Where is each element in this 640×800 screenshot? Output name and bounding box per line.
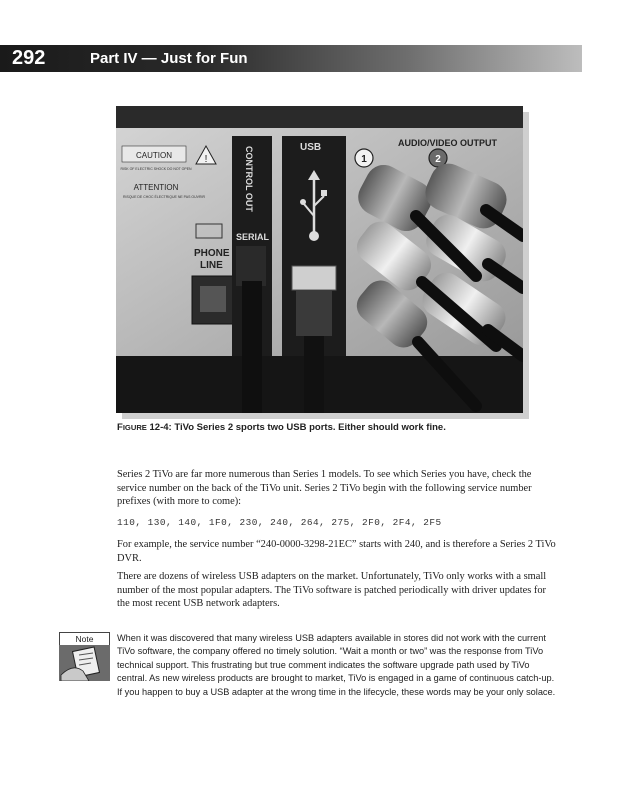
note-hand-icon xyxy=(59,645,110,681)
usb-text: USB xyxy=(300,142,322,153)
av-output-text: AUDIO/VIDEO OUTPUT xyxy=(398,138,498,148)
attention-text: ATTENTION xyxy=(133,183,179,192)
note-text: When it was discovered that many wireless USB adapters available in stores did not work with the current TiVo software, the company offered no timely solution. “Wait a month or two” was the response from TiVo technical support. This frustrating but true comment indicates the software upgrade path used by TiVo central. As new wireless products are brought to market, TiVo is engaged in a game of continuous catch-up. If you happen to buy a USB adapter at the wrong time in the lifecycle, these words may be your only solace. xyxy=(117,633,556,697)
tivo-back-panel-photo xyxy=(116,106,523,413)
note-label: Note xyxy=(59,632,110,646)
phone-line-text-1: PHONE xyxy=(194,248,230,259)
service-number-prefixes: 110, 130, 140, 1F0, 230, 240, 264, 275, 2F0, 2F4, 2F5 xyxy=(117,517,442,528)
attention-small-text: RISQUE DE CHOC ÉLECTRIQUE NE PAS OUVRIR xyxy=(122,195,206,199)
paragraph-example: For example, the service number “240-0000-3298-21EC” starts with 240, and is therefore a Series 2 TiVo DVR. xyxy=(117,539,556,564)
panel-top-edge xyxy=(116,106,523,128)
control-out-text: CONTROL OUT xyxy=(244,146,254,212)
paragraph-series-comparison: Series 2 TiVo are far more numerous than Series 1 models. To see which Series you have, check the service number on the back of the TiVo unit. Series 2 TiVo begin with the following service number prefixes (with more to come): xyxy=(117,469,532,507)
svg-text:!: ! xyxy=(204,154,208,165)
usb-port-plug xyxy=(292,266,336,290)
serial-text: SERIAL xyxy=(236,232,270,242)
serial-cable xyxy=(242,281,262,413)
figure-photo xyxy=(116,106,523,413)
caption-lead: F xyxy=(117,422,123,433)
phone-jack-socket xyxy=(200,286,226,312)
part-title: Part IV — Just for Fun xyxy=(90,50,248,67)
usb-cable xyxy=(304,336,324,413)
caption-smallcaps: IGURE xyxy=(122,423,147,432)
usb-plug-body xyxy=(296,290,332,336)
caution-small-text: RISK OF ELECTRIC SHOCK DO NOT OPEN xyxy=(120,167,192,171)
av-port-1-number: 1 xyxy=(361,154,367,165)
caption-text: 12-4: TiVo Series 2 sports two USB ports. Either should work fine. xyxy=(146,422,446,433)
phone-line-text-2: LINE xyxy=(200,260,223,271)
page-number: 292 xyxy=(12,47,46,69)
serial-plug xyxy=(236,246,266,286)
note-icon xyxy=(59,632,110,680)
av-port-2-number: 2 xyxy=(435,154,441,165)
paragraph-wireless-adapters: There are dozens of wireless USB adapters on the market. Unfortunately, TiVo only works with a small number of the most popular adapters. The TiVo software is patched periodically with driver updates for the most recent USB network adapters. xyxy=(117,571,547,609)
page-header-bar xyxy=(0,45,582,72)
figure-caption xyxy=(117,422,446,433)
caution-text: CAUTION xyxy=(136,151,172,160)
